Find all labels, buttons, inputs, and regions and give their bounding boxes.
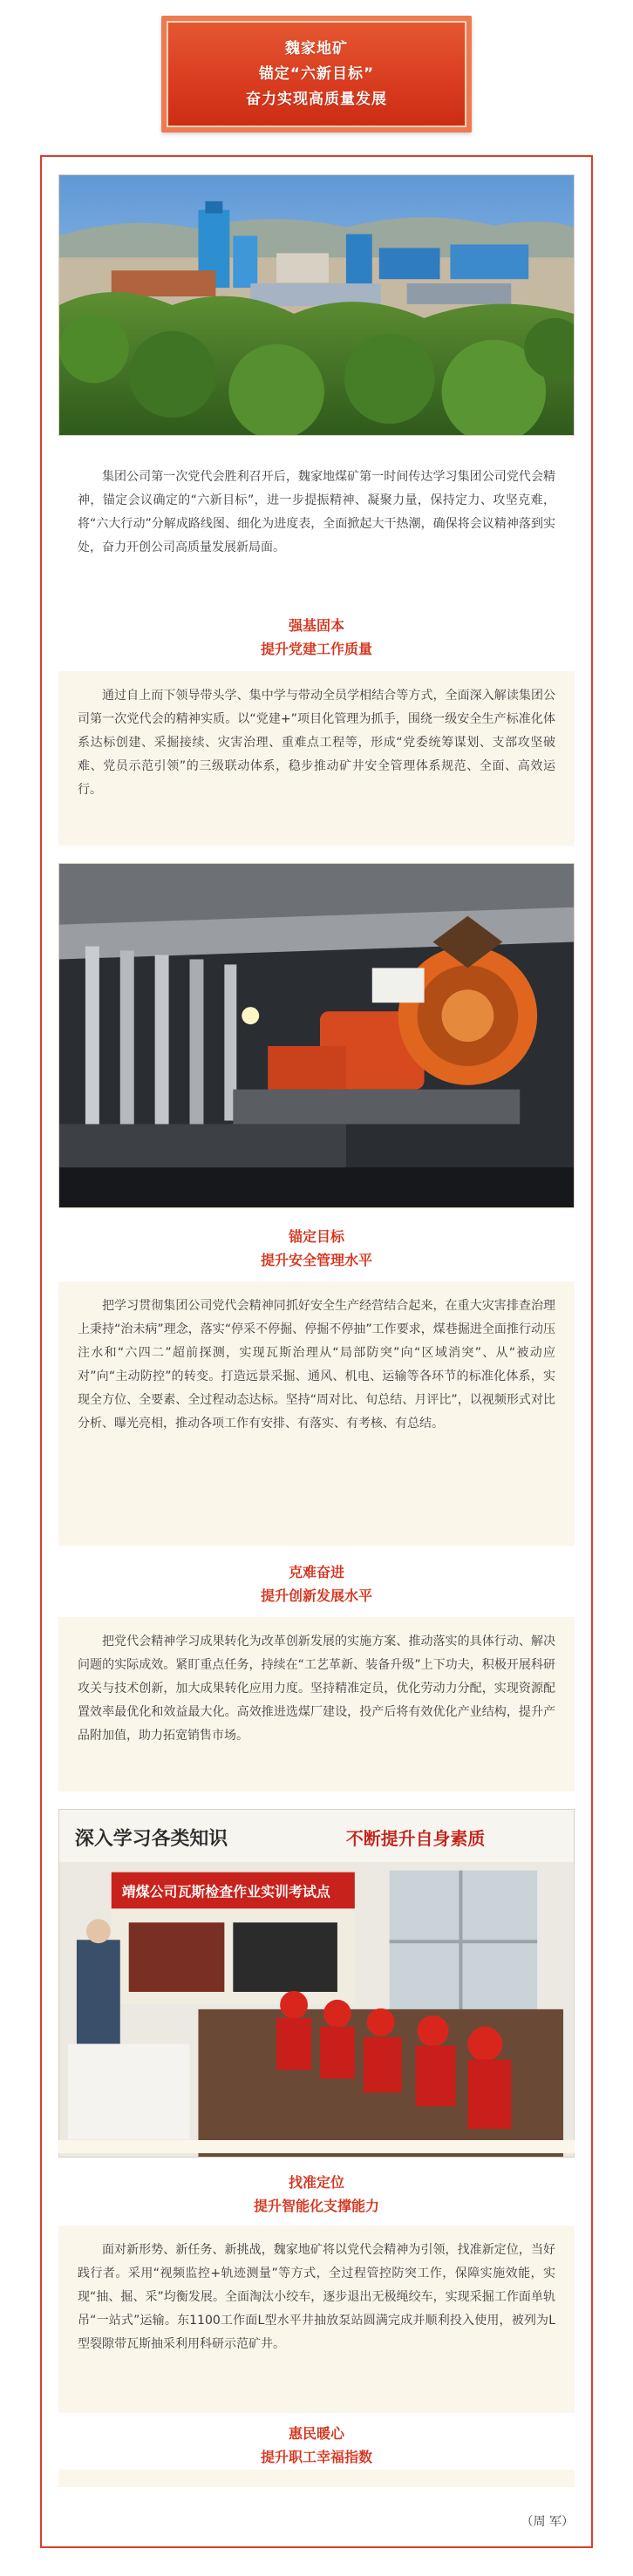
mining-machine-photo — [58, 863, 575, 1208]
section-4-spacer — [58, 2140, 575, 2153]
section-1-heading-line2: 提升党建工作质量 — [260, 641, 372, 657]
classroom-banner-right: 不断提升自身素质 — [345, 1828, 486, 1849]
classroom-banner-top: 深入学习各类知识 — [74, 1827, 228, 1850]
section-5-heading-line1: 惠民暖心 — [288, 2425, 344, 2442]
title-banner — [161, 16, 472, 133]
section-3-heading — [58, 1560, 575, 1607]
section-1-heading — [58, 614, 575, 661]
intro-paragraph: 集团公司第一次党代会胜利召开后，魏家地煤矿第一时间传达学习集团公司党代会精神，锚定会议确定的“六新目标”，进一步提振精神、凝聚力量，保持定力、攻坚克难，将“六大行动”分解成路线图、细化为进度表，全面掀起大干热潮，确保将会议精神落到实处，奋力开创公司高质量发展新局面。 — [78, 470, 555, 554]
section-5-heading-line2: 提升职工幸福指数 — [260, 2449, 372, 2465]
author-credit: （周 军） — [521, 2515, 574, 2529]
section-5-heading — [58, 2422, 575, 2469]
section-2-paragraph: 把学习贯彻集团公司党代会精神同抓好安全生产经营结合起来，在重大灾害排查治理上秉持“治未病”理念，落实“停采不停掘、停掘不停抽”工作要求，煤巷掘进全面推行动压注水和“六四二”超前探测，实现瓦斯治理从“局部防突”向“区域消突”、从“被动应对”向“主动防控”的转变。打造远景采掘、通风、机电、运输等各环节的标准化体系，实现全方位、全要素、全过程动态达标。坚持“周对比、旬总结、月评比”，以视频形式对比分析、曝光亮相，推动各项工作有安排、有落实、有考核、有总结。 — [78, 1299, 555, 1431]
section-4-text-box — [58, 2226, 575, 2413]
classroom-board-title: 靖煤公司瓦斯检查作业实训考试点 — [121, 1883, 330, 1900]
mine-aerial-photo — [58, 174, 575, 436]
section-1-paragraph: 通过自上而下领导带头学、集中学与带动全员学相结合等方式，全面深入解读集团公司第一次党代会的精神实质。以“党建+”项目化管理为抓手，围绕一级安全生产标准化体系达标创建、采掘接续、灾害治理、重难点工程等，形成“党委统筹谋划、支部攻坚破难、党员示范引领”的三级联动体系，稳步推动矿井安全管理体系规范、全面、高效运行。 — [78, 689, 555, 797]
section-2-text-box — [58, 1281, 575, 1546]
title-line-2: 锚定“六新目标” — [258, 65, 375, 83]
section-2-heading-line1: 锚定目标 — [288, 1228, 344, 1245]
training-classroom-photo — [58, 1809, 575, 2158]
section-2-heading-line2: 提升安全管理水平 — [260, 1252, 372, 1268]
section-4-heading-line2: 提升智能化支撑能力 — [253, 2198, 379, 2214]
section-4-heading — [58, 2171, 575, 2218]
title-line-3: 奋力实现高质量发展 — [246, 91, 387, 108]
section-3-heading-line1: 克难奋进 — [288, 1564, 344, 1580]
title-line-1: 魏家地矿 — [285, 40, 348, 58]
intro-text-block — [58, 453, 575, 597]
section-5-final-holder — [58, 2474, 575, 2507]
mine-aerial-illustration — [59, 175, 574, 435]
section-1-heading-line1: 强基固本 — [288, 617, 344, 634]
section-4-heading-line1: 找准定位 — [288, 2174, 344, 2191]
mining-machine-illustration — [59, 864, 574, 1207]
section-1-text-box — [58, 671, 575, 846]
section-4-paragraph: 面对新形势、新任务、新挑战，魏家地矿将以党代会精神为引领，找准新定位，当好践行者。采用“视频监控+轨迹测量”等方式，全过程管控防突工作，保障实施效能，实现“抽、掘、采”均衡发展。全面淘汰小绞车，逐步退出无极绳绞车，实现采掘工作面单轨吊“一站式”运输。东1100工作面L型水平井抽放泵站圆满完成并顺利投入使用，被列为L型裂隙带瓦斯抽采利用科研示范矿井。 — [78, 2243, 555, 2351]
section-3-heading-line2: 提升创新发展水平 — [260, 1587, 372, 1604]
section-3-text-box — [58, 1617, 575, 1791]
section-2-heading — [58, 1225, 575, 1272]
training-classroom-illustration — [59, 1810, 574, 2157]
section-3-paragraph: 把党代会精神学习成果转化为改革创新发展的实施方案、推动落实的具体行动、解决问题的实际成效。紧盯重点任务，持续在“工艺革新、装备升级”上下功夫，积极开展科研攻关与技术创新，加大成果转化应用力度。坚持精准定员，优化劳动力分配，实现资源配置效率最优化和效益最大化。高效推进选煤厂建设，投产后将有效优化产业结构，提升产品附加值，助力拓宽销售市场。 — [78, 1635, 555, 1743]
